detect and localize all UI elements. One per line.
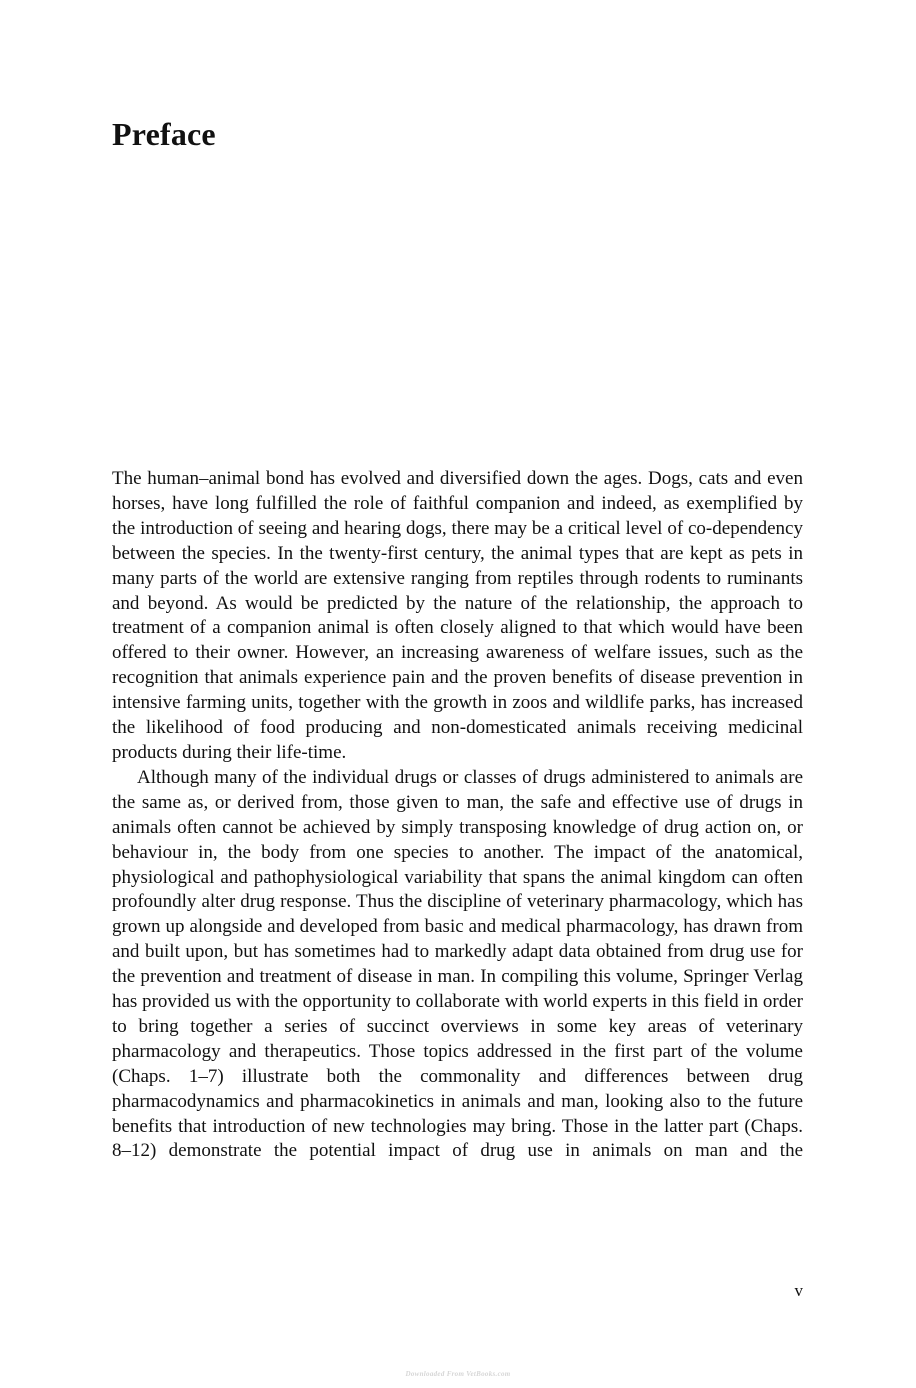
paragraph-2: Although many of the individual drugs or classes of drugs administered to animals are the same as, or derived from, those given to man, the safe and effective use of drugs in animals often cannot be achieved by simply transposing knowledge of drug action on, or behaviour in, the body from one species to another. The impact of the anatomical, physiological and pathophysiological variability that spans the animal kingdom can often profoundly alter drug response. Thus the discipline of veterinary pharmacology, which has grown up alongside and developed from basic and medical pharmacology, has drawn from and built upon, but has sometimes had to markedly adapt data obtained from drug use for the prevention and treatment of disease in man. In compiling this volume, Springer Verlag has provided us with the opportunity to collaborate with world experts in this field in order to bring together a series of succinct overviews in some key areas of veterinary pharmacology and therapeutics. Those topics addressed in the first part of the volume (Chaps. 1–7) illustrate both the commonality and differences between drug pharmacodynamics and pharmacokinetics in animals and man, looking also to the future benefits that introduction of new technologies may bring. Those in the latter part (Chaps. 8–12) demonstrate the potential impact of drug use in animals on man and the xyxy=(112,766,803,1162)
paragraph-1: The human–animal bond has evolved and diversified down the ages. Dogs, cats and even horses, have long fulfilled the role of faithful companion and indeed, as exemplified by the introduction of seeing and hearing dogs, there may be a critical level of co-dependency between the species. In the twenty-first century, the animal types that are kept as pets in many parts of the world are extensive ranging from reptiles through rodents to ruminants and beyond. As would be predicted by the nature of the relationship, the approach to treatment of a companion animal is often closely aligned to that which would have been offered to their owner. However, an increasing awareness of welfare issues, such as the recognition that animals experience pain and the proven benefits of disease prevention in intensive farming units, together with the growth in zoos and wildlife parks, has increased the likelihood of food producing and non-domesticated animals receiving medicinal products during their life-time. xyxy=(112,468,803,763)
download-watermark: Downloaded From VetBooks.com xyxy=(405,1370,511,1378)
page-number: v xyxy=(794,1281,803,1300)
page-title: Preface xyxy=(112,116,216,152)
preface-body xyxy=(112,467,803,1164)
